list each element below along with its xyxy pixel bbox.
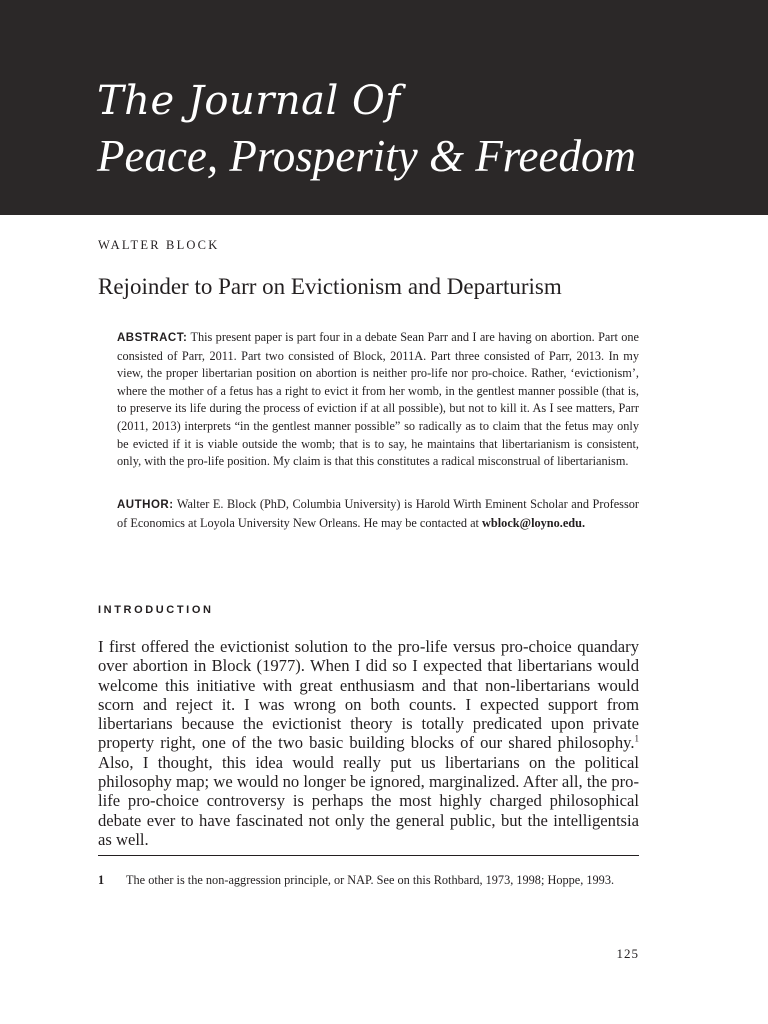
introduction-paragraph xyxy=(98,637,639,849)
abstract-label: ABSTRACT: xyxy=(117,332,188,344)
author-bio-text: Walter E. Block (PhD, Columbia University) is Harold Wirth Eminent Scholar and Professor of Economics at Loyola University New Orleans. He may be contacted at xyxy=(117,497,639,530)
footnote xyxy=(98,872,639,890)
page-number: 125 xyxy=(616,946,639,961)
journal-title: Peace, Prosperity & Freedom xyxy=(97,131,636,181)
abstract xyxy=(117,329,639,471)
abstract-text: This present paper is part four in a debate Sean Parr and I are having on abortion. Part one consisted of Parr, 2011. Part two consisted of Block, 2011A. Part three consisted of Parr, 2013. In my view, the proper libertarian position on abortion is neither pro-life nor pro-choice. Rather, ‘evictionism’, where the mother of a fetus has a right to evict it from her womb, in the gentlest manner possible (that is, to preserve its life during the process of eviction if at all possible), but not to kill it. As I see matters, Parr (2011, 2013) interprets “in the gentlest manner possible” so radically as to claim that the fetus may only be evicted if it is viable outside the womb; that is to say, he maintains that libertarianism is consistent, only, with the pro-life position. My claim is that this constitutes a radical misconstrual of libertarianism. xyxy=(117,330,639,469)
introduction-text-part1: I first offered the evictionist solution to the pro-life versus pro-choice quandary over abortion in Block (1977). When I did so I expected that libertarians would welcome this initiative with great enthusiasm and that non-libertarians would scorn and reject it. I was wrong on both counts. I expected support from libertarians because the evictionist theory is totally predicated upon private property right, one of the two basic building blocks of our shared philosophy. xyxy=(98,637,639,753)
footnote-divider xyxy=(98,855,639,856)
introduction-text-part2: Also, I thought, this idea would really put us libertarians on the political philosophy map; we would no longer be ignored, marginalized. After all, the pro-life pro-choice controversy is perhaps the most highly charged philosophical debate ever to have fascinated not only the general public, but the intelligentsia as well. xyxy=(98,752,639,849)
footnote-text: The other is the non-aggression principle, or NAP. See on this Rothbard, 1973, 1998; Hoppe, 1993. xyxy=(126,873,615,887)
footnote-reference: 1 xyxy=(634,733,639,744)
journal-masthead xyxy=(0,0,768,215)
footnote-number: 1 xyxy=(98,873,105,887)
author-bio-label: AUTHOR: xyxy=(117,499,174,511)
article-author: WALTER BLOCK xyxy=(98,238,220,252)
journal-title-prefix: The Journal Of xyxy=(97,78,401,124)
author-email: wblock@loyno.edu. xyxy=(482,515,586,530)
section-heading-introduction: INTRODUCTION xyxy=(98,604,214,616)
author-bio xyxy=(117,496,639,532)
article-title: Rejoinder to Parr on Evictionism and Departurism xyxy=(98,274,562,299)
